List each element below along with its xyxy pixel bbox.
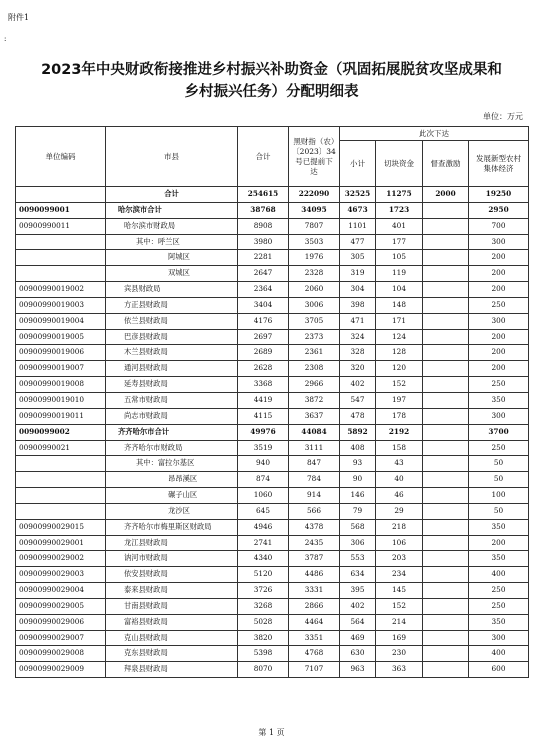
- cell-block: 158: [376, 440, 423, 456]
- cell-supervision: [423, 472, 469, 488]
- cell-block: 214: [376, 614, 423, 630]
- grand-total-collective: 19250: [469, 187, 529, 203]
- cell-block: 40: [376, 472, 423, 488]
- cell-block: 230: [376, 646, 423, 662]
- cell-collective: 2950: [469, 202, 529, 218]
- cell-code: 00900990019006: [16, 345, 106, 361]
- cell-advance: 3006: [289, 297, 340, 313]
- cell-collective: 350: [469, 519, 529, 535]
- cell-code: [16, 456, 106, 472]
- cell-county: 双城区: [106, 266, 238, 282]
- cell-code: 00900990019002: [16, 282, 106, 298]
- cell-supervision: [423, 266, 469, 282]
- cell-collective: 250: [469, 583, 529, 599]
- cell-code: 00900990029005: [16, 598, 106, 614]
- cell-advance: 7807: [289, 218, 340, 234]
- cell-code: [16, 250, 106, 266]
- cell-total: 3980: [238, 234, 289, 250]
- table-row: [16, 598, 529, 614]
- table-row: [16, 392, 529, 408]
- cell-block: 145: [376, 583, 423, 599]
- cell-block: 119: [376, 266, 423, 282]
- header-total: 合计: [238, 127, 289, 187]
- cell-collective: 700: [469, 218, 529, 234]
- table-row: [16, 567, 529, 583]
- cell-advance: 2866: [289, 598, 340, 614]
- cell-total: 2647: [238, 266, 289, 282]
- cell-block: 124: [376, 329, 423, 345]
- cell-supervision: [423, 377, 469, 393]
- cell-code: 00900990019005: [16, 329, 106, 345]
- table-row: [16, 250, 529, 266]
- cell-block: 46: [376, 488, 423, 504]
- cell-county: 通河县财政局: [106, 361, 238, 377]
- cell-county: 依兰县财政局: [106, 313, 238, 329]
- cell-supervision: [423, 583, 469, 599]
- cell-supervision: [423, 503, 469, 519]
- cell-block: 29: [376, 503, 423, 519]
- cell-code: [16, 488, 106, 504]
- header-collective: 发展新型农村集体经济: [469, 141, 529, 187]
- table-row: [16, 662, 529, 678]
- cell-advance: 2060: [289, 282, 340, 298]
- cell-block: 363: [376, 662, 423, 678]
- cell-supervision: [423, 408, 469, 424]
- cell-code: [16, 266, 106, 282]
- cell-code: 00900990011: [16, 218, 106, 234]
- grand-total-label: 合计: [106, 187, 238, 203]
- cell-advance: 1976: [289, 250, 340, 266]
- cell-advance: 7107: [289, 662, 340, 678]
- cell-collective: 50: [469, 456, 529, 472]
- cell-supervision: [423, 329, 469, 345]
- cell-advance: 2373: [289, 329, 340, 345]
- cell-collective: 200: [469, 345, 529, 361]
- cell-total: 2689: [238, 345, 289, 361]
- cell-supervision: [423, 440, 469, 456]
- cell-block: 178: [376, 408, 423, 424]
- cell-collective: 350: [469, 614, 529, 630]
- grand-total-advance: 222090: [289, 187, 340, 203]
- cell-block: 104: [376, 282, 423, 298]
- cell-collective: 200: [469, 282, 529, 298]
- cell-collective: 250: [469, 297, 529, 313]
- cell-subtotal: 79: [340, 503, 376, 519]
- cell-advance: 3331: [289, 583, 340, 599]
- cell-total: 5120: [238, 567, 289, 583]
- cell-supervision: [423, 234, 469, 250]
- cell-code: 00900990029001: [16, 535, 106, 551]
- table-row: [16, 535, 529, 551]
- grand-total-supervision: 2000: [423, 187, 469, 203]
- cell-subtotal: 477: [340, 234, 376, 250]
- table-row: [16, 440, 529, 456]
- table-row: [16, 345, 529, 361]
- cell-subtotal: 306: [340, 535, 376, 551]
- cell-total: 3368: [238, 377, 289, 393]
- document-title-line-1: 2023年中央财政衔接推进乡村振兴补助资金（巩固拓展脱贫攻坚成果和: [41, 62, 502, 78]
- cell-supervision: [423, 488, 469, 504]
- cell-collective: 200: [469, 361, 529, 377]
- cell-code: 00900990019010: [16, 392, 106, 408]
- cell-total: 8070: [238, 662, 289, 678]
- cell-total: 2364: [238, 282, 289, 298]
- table-row: [16, 503, 529, 519]
- cell-advance: 3351: [289, 630, 340, 646]
- cell-supervision: [423, 598, 469, 614]
- cell-advance: 784: [289, 472, 340, 488]
- cell-total: 3820: [238, 630, 289, 646]
- cell-advance: 2966: [289, 377, 340, 393]
- cell-advance: 566: [289, 503, 340, 519]
- cell-code: 00900990019011: [16, 408, 106, 424]
- cell-advance: 914: [289, 488, 340, 504]
- cell-advance: 2328: [289, 266, 340, 282]
- cell-county: 方正县财政局: [106, 297, 238, 313]
- cell-supervision: [423, 313, 469, 329]
- grand-total-block: 11275: [376, 187, 423, 203]
- cell-county: 拜泉县财政局: [106, 662, 238, 678]
- cell-collective: 250: [469, 440, 529, 456]
- cell-total: 3404: [238, 297, 289, 313]
- cell-collective: 200: [469, 266, 529, 282]
- header-county: 市县: [106, 127, 238, 187]
- cell-block: 152: [376, 598, 423, 614]
- cell-supervision: [423, 662, 469, 678]
- cell-total: 2281: [238, 250, 289, 266]
- header-advance: 黑财指（农）〔2023〕34号已提前下达: [289, 127, 340, 187]
- cell-collective: 200: [469, 535, 529, 551]
- cell-code: 00900990019007: [16, 361, 106, 377]
- cell-collective: 50: [469, 472, 529, 488]
- cell-supervision: [423, 630, 469, 646]
- allocation-table: [15, 126, 529, 678]
- cell-advance: 3111: [289, 440, 340, 456]
- cell-total: 49976: [238, 424, 289, 440]
- cell-collective: 350: [469, 551, 529, 567]
- cell-collective: 400: [469, 646, 529, 662]
- cell-subtotal: 1101: [340, 218, 376, 234]
- cell-subtotal: 634: [340, 567, 376, 583]
- cell-code: 00900990029015: [16, 519, 106, 535]
- cell-code: 00900990019008: [16, 377, 106, 393]
- cell-county: 其中：富拉尔基区: [106, 456, 238, 472]
- cell-county: 哈尔滨市财政局: [106, 218, 238, 234]
- cell-county: 龙江县财政局: [106, 535, 238, 551]
- cell-block: 148: [376, 297, 423, 313]
- cell-subtotal: 328: [340, 345, 376, 361]
- cell-supervision: [423, 456, 469, 472]
- document-title-line-2: 乡村振兴任务）分配明细表: [184, 84, 359, 100]
- cell-county: 宾县财政局: [106, 282, 238, 298]
- cell-advance: 4464: [289, 614, 340, 630]
- cell-advance: 2435: [289, 535, 340, 551]
- cell-subtotal: 478: [340, 408, 376, 424]
- cell-county: 木兰县财政局: [106, 345, 238, 361]
- cell-advance: 4378: [289, 519, 340, 535]
- cell-block: 197: [376, 392, 423, 408]
- cell-supervision: [423, 646, 469, 662]
- cell-subtotal: 402: [340, 598, 376, 614]
- cell-code: [16, 234, 106, 250]
- table-row: [16, 551, 529, 567]
- header-code: 单位编码: [16, 127, 106, 187]
- cell-total: 874: [238, 472, 289, 488]
- cell-advance: 4486: [289, 567, 340, 583]
- table-row: [16, 614, 529, 630]
- cell-county: 龙沙区: [106, 503, 238, 519]
- cell-code: 00900990029003: [16, 567, 106, 583]
- cell-subtotal: 93: [340, 456, 376, 472]
- cell-block: 128: [376, 345, 423, 361]
- cell-subtotal: 469: [340, 630, 376, 646]
- cell-code: 00900990019004: [16, 313, 106, 329]
- cell-block: 105: [376, 250, 423, 266]
- cell-advance: 2361: [289, 345, 340, 361]
- cell-subtotal: 398: [340, 297, 376, 313]
- cell-block: 401: [376, 218, 423, 234]
- unit-label: 单位：万元: [483, 112, 523, 121]
- cell-subtotal: 304: [340, 282, 376, 298]
- cell-block: 234: [376, 567, 423, 583]
- cell-county: 甘南县财政局: [106, 598, 238, 614]
- cell-collective: 300: [469, 234, 529, 250]
- table-row: [16, 329, 529, 345]
- cell-collective: 50: [469, 503, 529, 519]
- cell-supervision: [423, 535, 469, 551]
- cell-advance: 34095: [289, 202, 340, 218]
- cell-block: 1723: [376, 202, 423, 218]
- table-row: [16, 519, 529, 535]
- cell-total: 3268: [238, 598, 289, 614]
- table-row: [16, 266, 529, 282]
- cell-total: 4946: [238, 519, 289, 535]
- cell-county: 克东县财政局: [106, 646, 238, 662]
- cell-block: 203: [376, 551, 423, 567]
- table-row: [16, 488, 529, 504]
- cell-code: 00900990029006: [16, 614, 106, 630]
- table-row: [16, 583, 529, 599]
- cell-supervision: [423, 297, 469, 313]
- cell-block: 2192: [376, 424, 423, 440]
- cell-supervision: [423, 282, 469, 298]
- grand-total-total: 254615: [238, 187, 289, 203]
- header-supervision: 督查激励: [423, 141, 469, 187]
- cell-subtotal: 305: [340, 250, 376, 266]
- page-footer: 第 1 页: [258, 728, 285, 737]
- grand-total-row: [16, 187, 529, 203]
- cell-subtotal: 402: [340, 377, 376, 393]
- cell-code: 00900990029004: [16, 583, 106, 599]
- cell-total: 3726: [238, 583, 289, 599]
- table-row: [16, 424, 529, 440]
- cell-county: 依安县财政局: [106, 567, 238, 583]
- cell-county: 讷河市财政局: [106, 551, 238, 567]
- cell-subtotal: 547: [340, 392, 376, 408]
- table-row: [16, 630, 529, 646]
- cell-subtotal: 4673: [340, 202, 376, 218]
- cell-subtotal: 320: [340, 361, 376, 377]
- table-row: [16, 646, 529, 662]
- table-row: [16, 202, 529, 218]
- cell-supervision: [423, 424, 469, 440]
- cell-county: 齐齐哈尔市梅里斯区财政局: [106, 519, 238, 535]
- table-row: [16, 297, 529, 313]
- table-row: [16, 313, 529, 329]
- cell-code: 00900990029002: [16, 551, 106, 567]
- cell-collective: 200: [469, 250, 529, 266]
- cell-collective: 300: [469, 313, 529, 329]
- cell-subtotal: 324: [340, 329, 376, 345]
- cell-county: 五常市财政局: [106, 392, 238, 408]
- cell-collective: 350: [469, 392, 529, 408]
- cell-county: 富裕县财政局: [106, 614, 238, 630]
- cell-block: 152: [376, 377, 423, 393]
- cell-subtotal: 5892: [340, 424, 376, 440]
- cell-collective: 200: [469, 329, 529, 345]
- cell-total: 4115: [238, 408, 289, 424]
- cell-code: 00900990019003: [16, 297, 106, 313]
- table-row: [16, 408, 529, 424]
- cell-code: 00900990029009: [16, 662, 106, 678]
- table-row: [16, 361, 529, 377]
- cell-subtotal: 395: [340, 583, 376, 599]
- cell-collective: 250: [469, 377, 529, 393]
- cell-collective: 400: [469, 567, 529, 583]
- cell-total: 940: [238, 456, 289, 472]
- cell-advance: 847: [289, 456, 340, 472]
- cell-block: 171: [376, 313, 423, 329]
- cell-block: 177: [376, 234, 423, 250]
- cell-county: 其中：呼兰区: [106, 234, 238, 250]
- cell-subtotal: 146: [340, 488, 376, 504]
- cell-supervision: [423, 614, 469, 630]
- table-row: [16, 377, 529, 393]
- cell-code: 00900990029008: [16, 646, 106, 662]
- cell-total: 2628: [238, 361, 289, 377]
- cell-code: 0090099001: [16, 202, 106, 218]
- cell-collective: 250: [469, 598, 529, 614]
- cell-advance: 3705: [289, 313, 340, 329]
- cell-subtotal: 319: [340, 266, 376, 282]
- cell-subtotal: 90: [340, 472, 376, 488]
- cell-county: 克山县财政局: [106, 630, 238, 646]
- cell-block: 120: [376, 361, 423, 377]
- cell-total: 2741: [238, 535, 289, 551]
- table-row: [16, 234, 529, 250]
- cell-advance: 4768: [289, 646, 340, 662]
- cell-supervision: [423, 519, 469, 535]
- cell-county: 泰来县财政局: [106, 583, 238, 599]
- header-block-funds: 切块资金: [376, 141, 423, 187]
- table-row: [16, 218, 529, 234]
- cell-total: 1060: [238, 488, 289, 504]
- cell-county: 阿城区: [106, 250, 238, 266]
- cell-total: 4340: [238, 551, 289, 567]
- cell-code: 00900990021: [16, 440, 106, 456]
- cell-county: 昂昂溪区: [106, 472, 238, 488]
- cell-county: 巴彦县财政局: [106, 329, 238, 345]
- cell-supervision: [423, 345, 469, 361]
- cell-county: 哈尔滨市合计: [106, 202, 238, 218]
- cell-subtotal: 568: [340, 519, 376, 535]
- table-row: [16, 472, 529, 488]
- cell-supervision: [423, 551, 469, 567]
- cell-total: 38768: [238, 202, 289, 218]
- cell-advance: 44084: [289, 424, 340, 440]
- cell-block: 218: [376, 519, 423, 535]
- cell-collective: 100: [469, 488, 529, 504]
- cell-county: 碾子山区: [106, 488, 238, 504]
- table-row: [16, 456, 529, 472]
- table-row: [16, 282, 529, 298]
- cell-supervision: [423, 567, 469, 583]
- cell-total: 4176: [238, 313, 289, 329]
- cell-advance: 3872: [289, 392, 340, 408]
- attachment-label: 附件1: [8, 13, 30, 22]
- cell-subtotal: 471: [340, 313, 376, 329]
- grand-total-subtotal: 32525: [340, 187, 376, 203]
- cell-county: 尚志市财政局: [106, 408, 238, 424]
- cell-collective: 300: [469, 630, 529, 646]
- cell-total: 5028: [238, 614, 289, 630]
- cell-supervision: [423, 218, 469, 234]
- cell-county: 延寿县财政局: [106, 377, 238, 393]
- cell-code: 00900990029007: [16, 630, 106, 646]
- cell-advance: 3637: [289, 408, 340, 424]
- cell-subtotal: 564: [340, 614, 376, 630]
- cell-total: 5398: [238, 646, 289, 662]
- cell-advance: 3787: [289, 551, 340, 567]
- cell-supervision: [423, 361, 469, 377]
- cell-code: [16, 503, 106, 519]
- cell-total: 8908: [238, 218, 289, 234]
- cell-total: 4419: [238, 392, 289, 408]
- cell-advance: 2308: [289, 361, 340, 377]
- cell-block: 43: [376, 456, 423, 472]
- cell-supervision: [423, 202, 469, 218]
- cell-advance: 3503: [289, 234, 340, 250]
- cell-county: 齐齐哈尔市财政局: [106, 440, 238, 456]
- cell-subtotal: 553: [340, 551, 376, 567]
- margin-marker: :: [4, 35, 7, 43]
- cell-total: 645: [238, 503, 289, 519]
- cell-code: 0090099002: [16, 424, 106, 440]
- header-subtotal: 小计: [340, 141, 376, 187]
- cell-subtotal: 408: [340, 440, 376, 456]
- cell-block: 106: [376, 535, 423, 551]
- cell-collective: 600: [469, 662, 529, 678]
- cell-code: [16, 472, 106, 488]
- cell-block: 169: [376, 630, 423, 646]
- cell-total: 2697: [238, 329, 289, 345]
- cell-supervision: [423, 250, 469, 266]
- cell-subtotal: 963: [340, 662, 376, 678]
- cell-collective: 300: [469, 408, 529, 424]
- cell-supervision: [423, 392, 469, 408]
- cell-county: 齐齐哈尔市合计: [106, 424, 238, 440]
- cell-total: 3519: [238, 440, 289, 456]
- cell-subtotal: 630: [340, 646, 376, 662]
- header-this-issue: 此次下达: [340, 127, 529, 141]
- cell-collective: 3700: [469, 424, 529, 440]
